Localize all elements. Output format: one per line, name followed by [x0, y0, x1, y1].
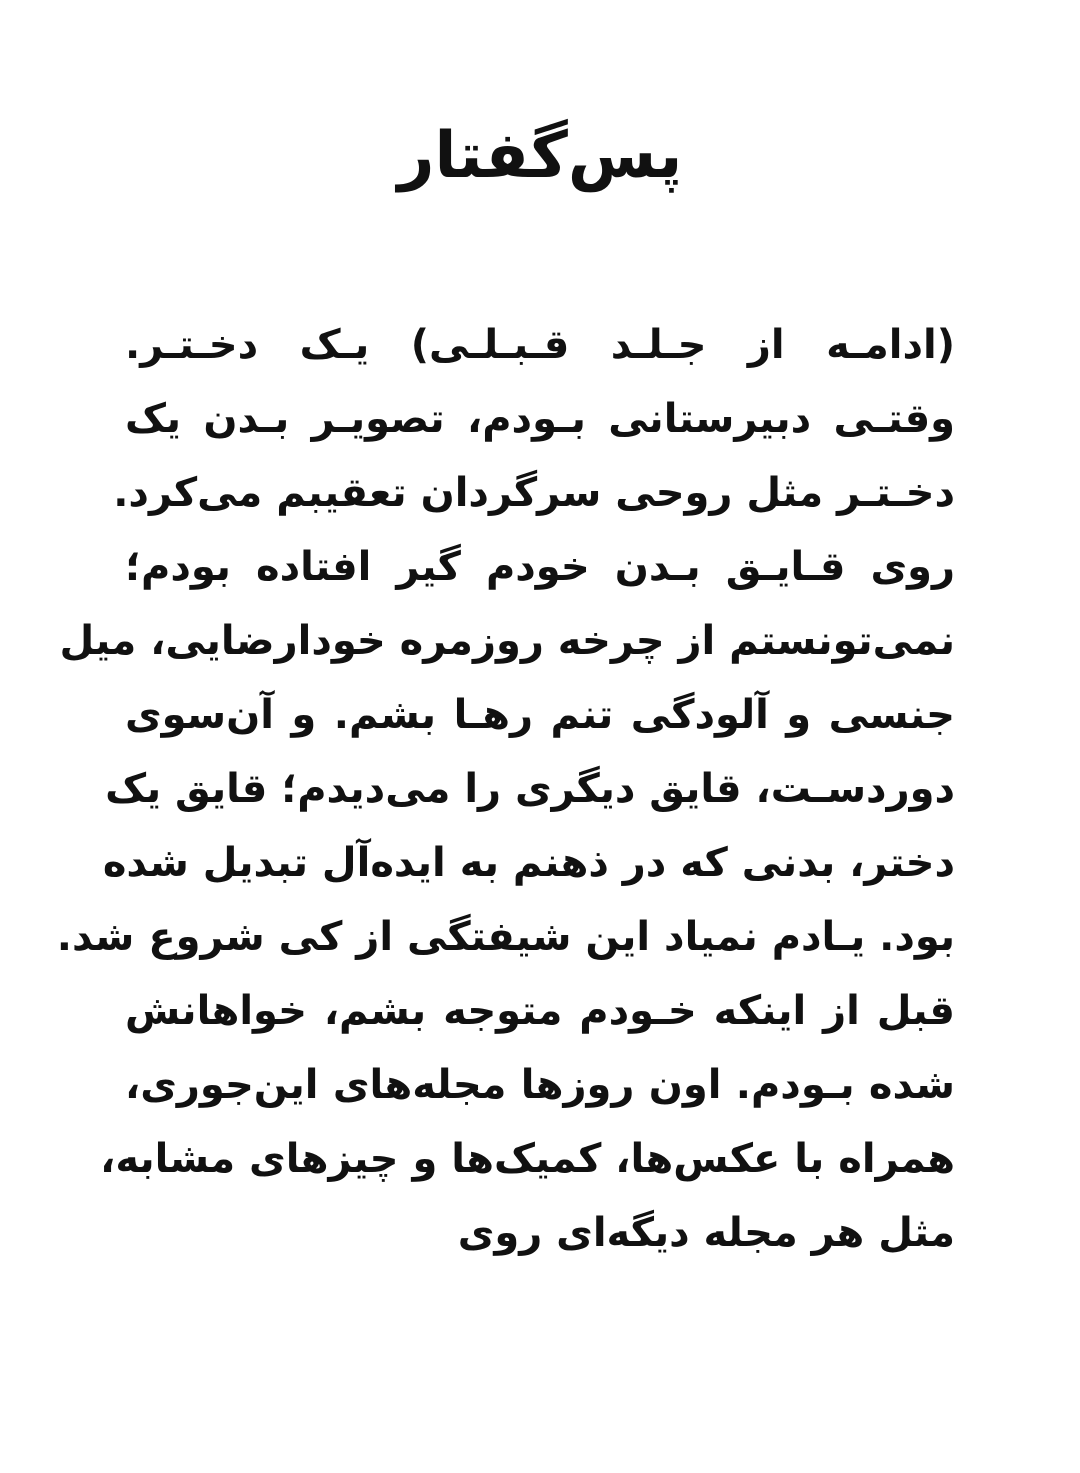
- body-text: [56, 308, 955, 1270]
- text-line: بود. یـادم نمیاد این شیفتگی از کی شروع شد.: [56, 914, 955, 960]
- text-line: همراه با عکس‌ها، کمیک‌ها و چیزهای مشابه،: [100, 1136, 955, 1182]
- text-line: روی قـایـق بـدن خودم گیر افتاده بودم؛: [125, 544, 955, 590]
- text-line: دوردسـت، قایق دیگری را می‌دیدم؛ قایق یک: [105, 766, 955, 812]
- page-title: پس‌گفتار: [397, 119, 683, 193]
- text-line: نمی‌تونستم از چرخه روزمره خودارضایی، میل: [59, 618, 955, 664]
- text-line: دخـتـر مثل روحی سرگردان تعقیبم می‌کرد.: [113, 470, 955, 516]
- text-line: قبل از اینکه خـودم متوجه بشم، خواهانش: [125, 988, 955, 1034]
- text-line: مثل هر مجله دیگه‌ای روی: [457, 1210, 955, 1256]
- text-line: وقتـی دبیرستانی بـودم، تصویـر بـدن یک: [125, 396, 955, 442]
- text-line: جنسی و آلودگی تنم رهـا بشم. و آن‌سوی: [125, 692, 955, 738]
- text-line: (ادامـه از جـلـد قـبـلـی) یـک دخـتـر.: [125, 322, 955, 368]
- text-line: دختر، بدنی که در ذهنم به ایده‌آل تبدیل شده: [102, 840, 955, 886]
- text-line: شده بـودم. اون روزها مجله‌های این‌جوری،: [125, 1062, 955, 1108]
